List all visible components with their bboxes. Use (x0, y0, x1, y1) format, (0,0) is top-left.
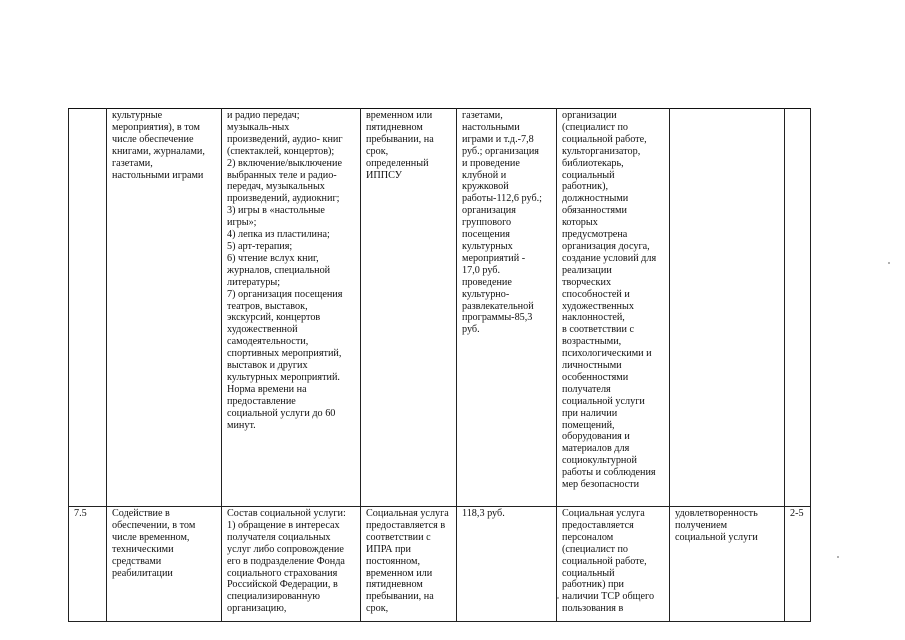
service-content-cell: Состав социальной услуги: 1) обращение в интересах получателя социальных услуг либо сопровождение его в подразделение Фонда социального страхования Российской Федерации, в специализированную организацию, (222, 507, 361, 622)
service-content-cell: и радио передач; музыкаль-ных произведений, аудио- книг (спектаклей, концертов); 2) включение/выключение выбранных теле и радио- передач, музыкальных произведений, аудиокниг; 3) игры в «настольные игры»; 4) лепка из пластилина; 5) арт-терапия; 6) чтение вслух книг, журналов, специальной литературы; 7) организация посещения театров, выставок, экскурсий, концертов художественной самодеятельности, спортивных мероприятий, выставок и других культурных мероприятий. Норма времени на предоставление социальной услуги до 60 минут. (222, 109, 361, 507)
scan-speck (837, 556, 839, 558)
service-conditions-cell: организации (специалист по социальной работе, культорганизатор, библиотекарь, социальный работник), должностными обязанностями которых предусмотрена организация досуга, создание условий для реализации творческих способностей и художественных наклонностей, в соответствии с возрастными, психологическими и личностными особенностями получателя социальной услуги при наличии помещений, оборудования и материалов для социокультурной работы и соблюдения мер безопасности (557, 109, 670, 507)
services-table (68, 108, 811, 622)
table-row (69, 109, 811, 507)
service-number-cell (69, 109, 107, 507)
service-name-cell: культурные мероприятия), в том числе обеспечение книгами, журналами, газетами, настольными играми (107, 109, 222, 507)
service-conditions-cell: Социальная услуга предоставляется персоналом (специалист по социальной работе, социальный работник) при наличии ТСР общего пользования в (557, 507, 670, 622)
service-name-cell: Содействие в обеспечении, в том числе временном, техническими средствами реабилитации (107, 507, 222, 622)
service-tariff-cell: газетами, настольными играми и т.д.-7,8 руб.; организация и проведение клубной и кружковой работы-112,6 руб.; организация группового посещения культурных мероприятий - 17,0 руб. проведение культурно- развлекательной программы-85,3 руб. (457, 109, 557, 507)
scan-speck (888, 262, 890, 264)
service-terms-cell: Социальная услуга предоставляется в соответствии с ИПРА при постоянном, временном или пятидневном пребывании, на срок, (361, 507, 457, 622)
service-score-cell (785, 109, 811, 507)
service-tariff-cell: 118,3 руб. (457, 507, 557, 622)
service-score-cell: 2-5 (785, 507, 811, 622)
table-row (69, 507, 811, 622)
scan-speck (557, 597, 559, 599)
service-number-cell: 7.5 (69, 507, 107, 622)
service-indicators-cell: удовлетворенность получением социальной услуги (670, 507, 785, 622)
service-terms-cell: временном или пятидневном пребывании, на срок, определенный ИППСУ (361, 109, 457, 507)
service-indicators-cell (670, 109, 785, 507)
